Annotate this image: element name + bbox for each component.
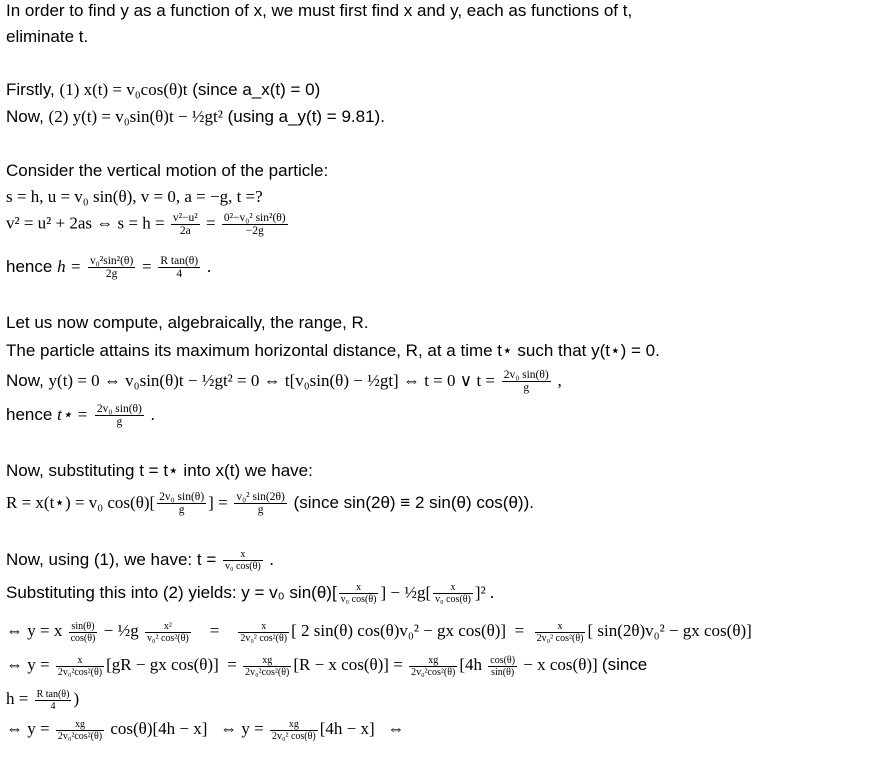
vertical-motion-heading [6,160,328,182]
substitution-text: Now, substituting t = t⋆ into x(t) we have: [6,461,313,480]
substitution-2-line: Substituting this into (2) yields: y = v₀ sin(θ)[ $\frac{x}{\text{v₀ cos(θ)}}$ ] − ½g[ $\frac{x}{\text{v₀ cos(θ)}}$ ]² . [6,582,495,606]
time-from-x-text: Now, using (1), we have: t = [6,550,217,569]
equation-1: (1) x(t) = v₀cos(θ)t [59,80,188,99]
derivation-step-2: ⇔ y = $\frac{x}{\text{2v₀²cos²(θ)}}$ [gR − gx cos(θ)] = $\frac{xg}{\text{2v₀²cos²(θ)}}$ [R − x cos(θ)] = $\frac{xg}{\text{2v₀²cos²(θ)}}$ [4h $\frac{\cos(\theta)}{\sin(\theta)}$ − x cos(θ)] (since [6,654,648,678]
fraction-time-solution: $\frac{\text{2v₀ sin(θ)}}{g}$ [503,369,549,394]
fraction-common-3: $\frac{x}{\text{2v₀²cos²(θ)}}$ [57,654,103,678]
height-derivation-line: v² = u² + 2as ⇔ s = h = $\frac{\text{v²−u²}}{2a}$ = $\frac{\text{0²−v₀² sin²(θ)}}{-2g}$ [6,212,286,237]
fraction-final-2: $\frac{xg}{\text{2v₀² cos(θ)}}$ [271,718,316,742]
fraction-final-1: $\frac{xg}{\text{2v₀²cos²(θ)}}$ [57,718,103,742]
fraction-height-expression: $\frac{\text{0²−v₀² sin²(θ)}}{-2g}$ [223,212,286,237]
derivation-step-2-continuation: h = $\frac{\text{R tan(θ)}}{4}$ ) [6,688,80,712]
time-from-x-line: Now, using (1), we have: t = $\frac{x}{\text{v₀ cos(θ)}}$ . [6,549,274,573]
equation-1-note: (since a_x(t) = 0) [192,80,321,99]
derivation-step-2-start: ⇔ y = [6,655,50,674]
time-result-line: hence t⋆ = $\frac{\text{2v₀ sin(θ)}}{g}$ . [6,403,155,428]
range-intro-text: Let us now compute, algebraically, the range, R. [6,313,369,332]
fraction-h: $\frac{\text{R tan(θ)}}{4}$ [36,688,70,712]
range-result-note: (since sin(2θ) ≡ 2 sin(θ) cos(θ)). [293,492,534,512]
h-equals: h = [6,689,29,708]
substitution-2-text: Substituting this into (2) yields: y = v₀ sin(θ)[ [6,583,337,602]
equation-2-note: (using a_y(t) = 9.81). [227,107,385,126]
fraction-common-2: $\frac{x}{\text{2v₀² cos²(θ)}}$ [536,620,584,644]
fraction-x2: $\frac{\text{x²}}{\text{v₀² cos²(θ)}}$ [146,620,189,644]
substitution-line [6,460,313,482]
fraction-v2-u2-over-2a: $\frac{\text{v²−u²}}{2a}$ [172,212,198,237]
fraction-range-result: $\frac{\text{v₀² sin(2θ)}}{g}$ [236,491,285,516]
fraction-common-1: $\frac{x}{\text{2v₀² cos²(θ)}}$ [240,620,288,644]
derivation-step-1-start: ⇔ y = x [6,621,63,640]
fraction-cot: $\frac{\cos(\theta)}{\sin(\theta)}$ [490,654,516,678]
height-result-line: hence h = $\frac{\text{v₀²sin²(θ)}}{2g}$ = $\frac{\text{R tan(θ)}}{4}$ . [6,255,212,280]
fraction-height-result: $\frac{\text{v₀²sin²(θ)}}{2g}$ [90,255,134,280]
equation-1-label: Firstly, [6,80,55,99]
fraction-time-result: $\frac{\text{2v₀ sin(θ)}}{g}$ [96,403,142,428]
vertical-motion-text: Consider the vertical motion of the particle: [6,161,329,180]
fraction-tan: $\frac{\sin(\theta)}{\cos(\theta)}$ [70,620,96,644]
equation-2-line [6,106,385,128]
intro-text-2: eliminate t. [6,27,89,46]
suvat-values [6,186,263,208]
derivation-step-3: ⇔ y = $\frac{xg}{\text{2v₀²cos²(θ)}}$ cos(θ)[4h − x] ⇔ y = $\frac{xg}{\text{2v₀² cos(θ)}}$ [4h − x] ⇔ [6,718,405,742]
range-result-equation: R = x(t⋆) = v₀ cos(θ)[ [6,492,156,512]
fraction-range-tan: $\frac{\text{R tan(θ)}}{4}$ [160,255,199,280]
fraction-common-4: $\frac{xg}{\text{2v₀²cos²(θ)}}$ [245,654,290,678]
derivation-step-1: ⇔ y = x $\frac{\sin(\theta)}{\cos(\theta)}$ − ½g $\frac{\text{x²}}{\text{v₀² cos²(θ)}}$ = $\frac{x}{\text{2v₀² cos²(θ)}}$ [ 2 sin(θ) cos(θ)v₀² − gx cos(θ)] = $\frac{x}{\text{2v₀² cos²(θ)}}$ [ sin(2θ)v₀² − gx cos(θ)] [6,620,752,644]
equation-2-label: Now, [6,107,44,126]
fraction-sub-2: $\frac{x}{\text{v₀ cos(θ)}}$ [435,582,471,606]
fraction-common-5: $\frac{xg}{\text{2v₀²cos²(θ)}}$ [411,654,456,678]
time-result-label: hence [6,404,53,424]
intro-line-2 [6,26,88,48]
range-condition-text: The particle attains its maximum horizontal distance, R, at a time t⋆ such that y(t⋆) = 0. [6,341,660,360]
range-condition-line [6,340,660,362]
intro-text-1: In order to find y as a function of x, we must first find x and y, each as functions of t, [6,1,633,20]
height-derivation-left: v² = u² + 2as ⇔ s = h = [6,213,165,233]
range-intro-line [6,312,369,334]
time-solve-line: Now, y(t) = 0 ⇔ v₀sin(θ)t − ½gt² = 0 ⇔ t[v₀sin(θ) − ½gt] ⇔ t = 0 ∨ t = $\frac{\text{2v₀ sin(θ)}}{g}$ , [6,369,562,394]
range-result-line: R = x(t⋆) = v₀ cos(θ)[ $\frac{\text{2v₀ sin(θ)}}{g}$ ] = $\frac{\text{v₀² sin(2θ)}}{g}$ (since sin(2θ) ≡ 2 sin(θ) cos(θ)). [6,491,534,516]
intro-line-1 [6,0,632,22]
time-solve-label: Now, [6,370,44,390]
derivation-step-3-start: ⇔ y = [6,719,50,738]
fraction-time-from-x: $\frac{x}{\text{v₀ cos(θ)}}$ [224,549,261,573]
height-result-label: hence [6,256,53,276]
fraction-sub-1: $\frac{x}{\text{v₀ cos(θ)}}$ [340,582,377,606]
suvat-text: s = h, u = v₀ sin(θ), v = 0, a = −g, t =? [6,187,263,206]
equation-1-line [6,79,320,101]
equation-2: (2) y(t) = v₀sin(θ)t − ½gt² [48,107,223,126]
fraction-range-inner: $\frac{\text{2v₀ sin(θ)}}{g}$ [159,491,205,516]
time-solve-equation: y(t) = 0 ⇔ v₀sin(θ)t − ½gt² = 0 ⇔ t[v₀sin(θ) − ½gt] ⇔ t = 0 ∨ t = [48,370,496,390]
